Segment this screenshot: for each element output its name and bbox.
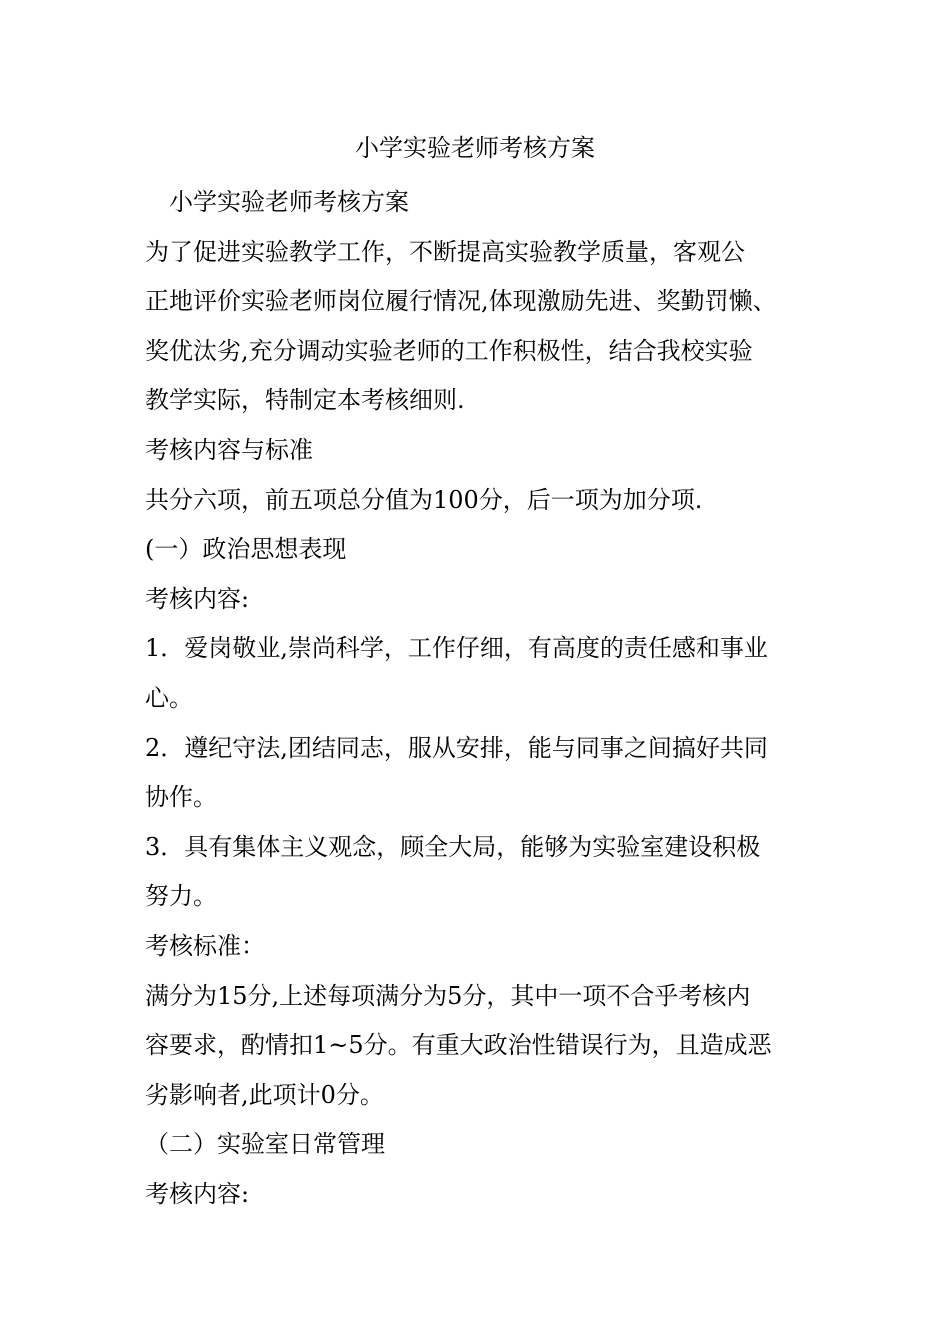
subtitle-line: 小学实验老师考核方案 — [169, 188, 409, 216]
document-title: 小学实验老师考核方案 — [355, 134, 595, 162]
paragraph-line: 容要求，酌情扣1~5分。有重大政治性错误行为，且造成恶 — [145, 1031, 772, 1060]
paragraph-line: 为了促进实验教学工作，不断提高实验教学质量，客观公 — [145, 237, 745, 266]
section-heading: 考核内容与标准 — [145, 435, 313, 464]
list-item-continuation: 努力。 — [145, 882, 217, 911]
section-heading: （二）实验室日常管理 — [145, 1130, 385, 1159]
document-body — [145, 178, 825, 1219]
paragraph-line: 满分为15分,上述每项满分为5分，其中一项不合乎考核内 — [145, 981, 751, 1010]
paragraph-line: 共分六项，前五项总分值为100分，后一项为加分项. — [145, 485, 703, 514]
paragraph-line: 正地评价实验老师岗位履行情况,体现激励先进、奖勤罚懒、 — [145, 287, 777, 316]
paragraph-line: 劣影响者,此项计0分。 — [145, 1080, 384, 1109]
list-item-continuation: 心。 — [145, 683, 193, 712]
list-item: 3．具有集体主义观念，顾全大局，能够为实验室建设积极 — [145, 832, 761, 861]
section-heading: (一）政治思想表现 — [145, 535, 347, 564]
subsection-label: 考核内容: — [145, 1179, 250, 1208]
list-item: 2．遵纪守法,团结同志，服从安排，能与同事之间搞好共同 — [145, 733, 768, 762]
paragraph-line: 奖优汰劣,充分调动实验老师的工作积极性，结合我校实验 — [145, 336, 753, 365]
list-item: 1．爱岗敬业,崇尚科学，工作仔细，有高度的责任感和事业 — [145, 634, 768, 663]
list-item-continuation: 协作。 — [145, 783, 217, 812]
subsection-label: 考核标准： — [145, 931, 265, 960]
paragraph-line: 教学实际，特制定本考核细则. — [145, 386, 465, 415]
subsection-label: 考核内容: — [145, 584, 250, 613]
